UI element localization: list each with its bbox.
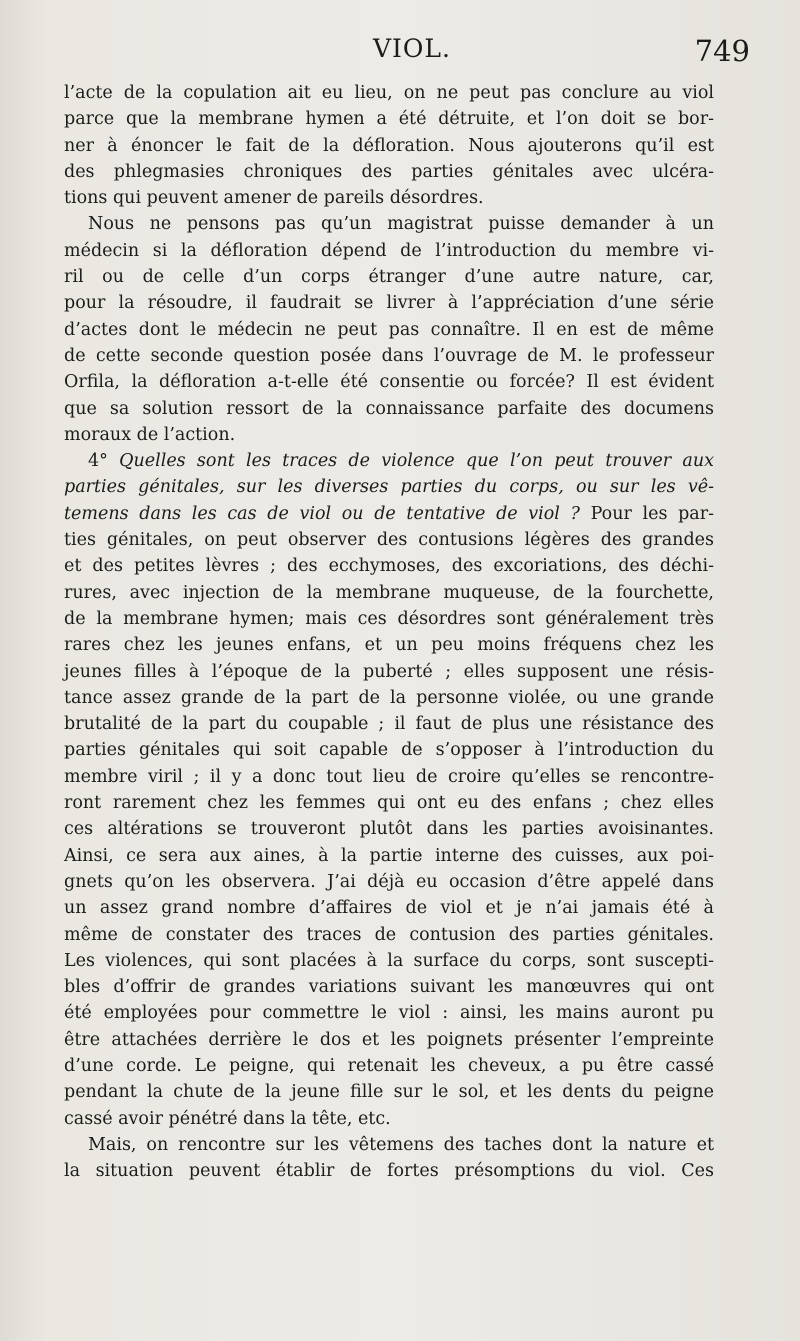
text-line: la situation peuvent établir de fortes présomptions du viol. Ces <box>64 1161 714 1182</box>
text-line: pendant la chute de la jeune fille sur le sol, et les dents du peigne <box>64 1082 714 1103</box>
text-line: et des petites lèvres ; des ecchymoses, des excoriations, des déchi- <box>64 556 714 577</box>
text-line: que sa solution ressort de la connaissance parfaite des documens <box>64 398 714 419</box>
text-line: tance assez grande de la part de la personne violée, ou une grande <box>64 687 714 708</box>
text-line: rares chez les jeunes enfans, et un peu moins fréquens chez les <box>64 635 714 656</box>
text-line: parties génitales qui soit capable de s’opposer à l’introduction du <box>64 740 714 761</box>
text-line: un assez grand nombre d’affaires de viol et je n’ai jamais été à <box>64 898 714 919</box>
text-line: ront rarement chez les femmes qui ont eu des enfans ; chez elles <box>64 793 714 814</box>
text-line: d’actes dont le médecin ne peut pas connaître. Il en est de même <box>64 319 714 340</box>
text-fragment: Pour les par- <box>579 503 714 524</box>
text-line: bles d’offrir de grandes variations suivant les manœuvres qui ont <box>64 977 714 998</box>
text-line: être attachées derrière le dos et les poignets présenter l’empreinte <box>64 1029 714 1050</box>
section-number: 4° <box>88 451 120 472</box>
text-line: de cette seconde question posée dans l’ouvrage de M. le professeur <box>64 345 714 366</box>
text-line: ties génitales, on peut observer des contusions légères des grandes <box>64 530 714 551</box>
section-question: temens dans les cas de viol ou de tentative de viol ? <box>64 503 580 524</box>
text-line: Les violences, qui sont placées à la surface du corps, sont suscepti- <box>64 950 714 971</box>
text-line: moraux de l’action. <box>64 424 236 445</box>
text-line: parties génitales, sur les diverses parties du corps, ou sur les vê- <box>64 477 714 498</box>
text-line: ces altérations se trouveront plutôt dans les parties avoisinantes. <box>64 819 714 840</box>
text-line: jeunes filles à l’époque de la puberté ; elles supposent une résis- <box>64 661 714 682</box>
text-line: ner à énoncer le fait de la défloration. Nous ajouterons qu’il est <box>64 135 714 156</box>
text-line: d’une corde. Le peigne, qui retenait les cheveux, a pu être cassé <box>64 1055 714 1076</box>
text-line: tions qui peuvent amener de pareils désordres. <box>64 188 484 209</box>
text-line: des phlegmasies chroniques des parties génitales avec ulcéra- <box>64 161 714 182</box>
text-line: Nous ne pensons pas qu’un magistrat puisse demander à un <box>88 214 714 235</box>
text-line <box>64 448 714 474</box>
text-line: Mais, on rencontre sur les vêtemens des taches dont la nature et <box>88 1134 714 1155</box>
text-line: même de constater des traces de contusion des parties génitales. <box>64 924 714 945</box>
text-line: parce que la membrane hymen a été détruite, et l’on doit se bor- <box>64 109 714 130</box>
text-line: Orfila, la défloration a-t-elle été consentie ou forcée? Il est évident <box>64 372 714 393</box>
text-line: brutalité de la part du coupable ; il faut de plus une résistance des <box>64 714 714 735</box>
page-header <box>64 30 760 70</box>
text-line: l’acte de la copulation ait eu lieu, on ne peut pas conclure au viol <box>64 83 714 103</box>
text-line: membre viril ; il y a donc tout lieu de croire qu’elles se rencontre- <box>64 766 714 787</box>
text-line: pour la résoudre, il faudrait se livrer à l’appréciation d’une série <box>64 293 714 314</box>
text-line: médecin si la défloration dépend de l’introduction du membre vi- <box>64 240 714 261</box>
section-question: Quelles sont les traces de violence que l’on peut trouver aux <box>119 451 714 472</box>
text-line: de la membrane hymen; mais ces désordres sont généralement très <box>64 608 714 629</box>
text-line: été employées pour commettre le viol : ainsi, les mains auront pu <box>64 1003 714 1024</box>
page-number: 749 <box>694 34 750 68</box>
page-body <box>64 80 714 1184</box>
text-line: cassé avoir pénétré dans la tête, etc. <box>64 1108 391 1129</box>
text-line: gnets qu’on les observera. J’ai déjà eu occasion d’être appelé dans <box>64 871 714 892</box>
running-head: VIOL. <box>373 34 451 63</box>
text-line: Ainsi, ce sera aux aines, à la partie interne des cuisses, aux poi- <box>64 845 714 866</box>
text-line: ril ou de celle d’un corps étranger d’une autre nature, car, <box>64 267 714 288</box>
text-line <box>64 501 714 527</box>
text-line: rures, avec injection de la membrane muqueuse, de la fourchette, <box>64 582 714 603</box>
